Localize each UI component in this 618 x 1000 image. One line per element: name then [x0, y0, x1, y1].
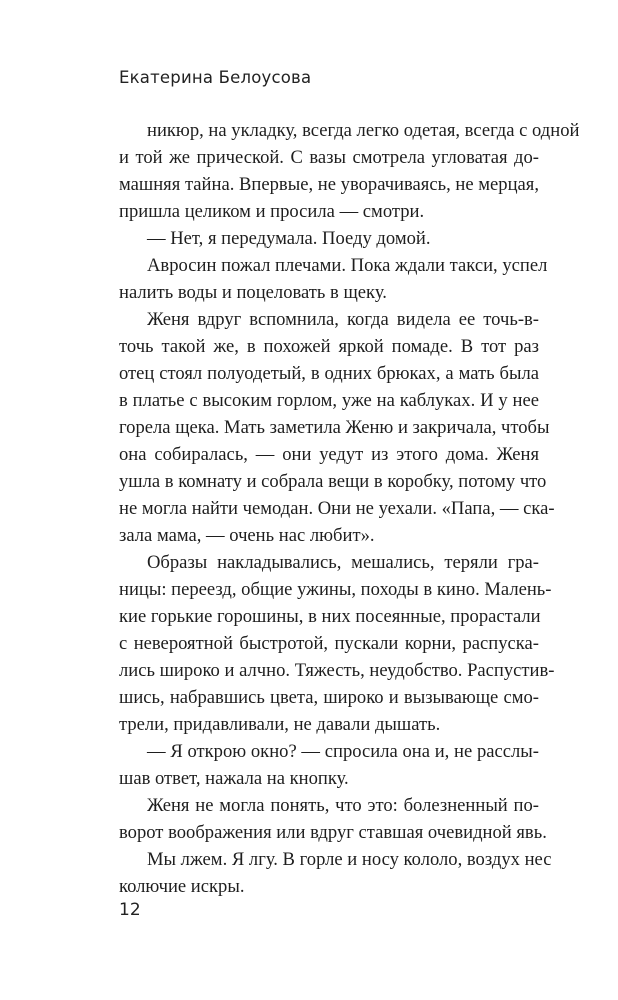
- paragraph: [119, 117, 580, 225]
- paragraph: [119, 549, 555, 738]
- text-line: зала мама, — очень нас любит».: [119, 525, 375, 546]
- paragraph: [119, 225, 539, 252]
- text-line: ницы: переезд, общие ужины, походы в кино. Малень-: [119, 579, 552, 600]
- text-line: отец стоял полуодетый, в одних брюках, а мать была: [119, 363, 539, 384]
- text-line: Образы накладывались, мешались, теряли гра-: [147, 552, 539, 573]
- text-line: пришла целиком и просила — смотри.: [119, 201, 425, 222]
- text-line: шись, набравшись цвета, широко и вызывающе смо-: [119, 687, 539, 708]
- text-line: не могла найти чемодан. Они не уехали. «Папа, — ска-: [119, 498, 555, 519]
- text-line: с невероятной быстротой, пускали корни, распуска-: [119, 633, 539, 654]
- text-line: и той же прической. С вазы смотрела угловатая до-: [119, 147, 539, 168]
- body-text: [119, 117, 580, 900]
- text-line: она собиралась, — они уедут из этого дома. Женя: [119, 444, 539, 465]
- text-line: лись широко и алчно. Тяжесть, неудобство. Распустив-: [119, 660, 555, 681]
- text-line: Женя не могла понять, что это: болезненный по-: [147, 795, 539, 816]
- paragraph: [119, 846, 552, 900]
- paragraph: [119, 738, 539, 792]
- text-line: шав ответ, нажала на кнопку.: [119, 768, 349, 789]
- running-head-author: Екатерина Белоусова: [119, 68, 312, 87]
- text-line: машняя тайна. Впервые, не уворачиваясь, не мерцая,: [119, 174, 539, 195]
- text-line: никюр, на укладку, всегда легко одетая, всегда с одной: [147, 120, 580, 141]
- text-line: Женя вдруг вспомнила, когда видела ее точь-в-: [147, 309, 539, 330]
- text-line: кие горькие горошины, в них посеянные, прорастали: [119, 606, 541, 627]
- text-line: трели, придавливали, не давали дышать.: [119, 714, 441, 735]
- text-line: колючие искры.: [119, 876, 245, 897]
- page-number: 12: [119, 900, 141, 920]
- text-line: горела щека. Мать заметила Женю и закричала, чтобы: [119, 417, 550, 438]
- text-line: ворот воображения или вдруг ставшая очевидной явь.: [119, 822, 547, 843]
- paragraph: [119, 306, 555, 549]
- text-line: налить воды и поцеловать в щеку.: [119, 282, 387, 303]
- text-line: Мы лжем. Я лгу. В горле и носу кололо, воздух нес: [147, 849, 552, 870]
- text-line: ушла в комнату и собрала вещи в коробку, потому что: [119, 471, 547, 492]
- paragraph: [119, 792, 547, 846]
- text-line: точь такой же, в похожей яркой помаде. В тот раз: [119, 336, 539, 357]
- text-line: в платье с высоким горлом, уже на каблуках. И у нее: [119, 390, 539, 411]
- text-line: Авросин пожал плечами. Пока ждали такси, успел: [147, 255, 548, 276]
- paragraph: [119, 252, 548, 306]
- text-line: — Я открою окно? — спросила она и, не расслы-: [147, 741, 539, 762]
- text-line: — Нет, я передумала. Поеду домой.: [147, 228, 431, 249]
